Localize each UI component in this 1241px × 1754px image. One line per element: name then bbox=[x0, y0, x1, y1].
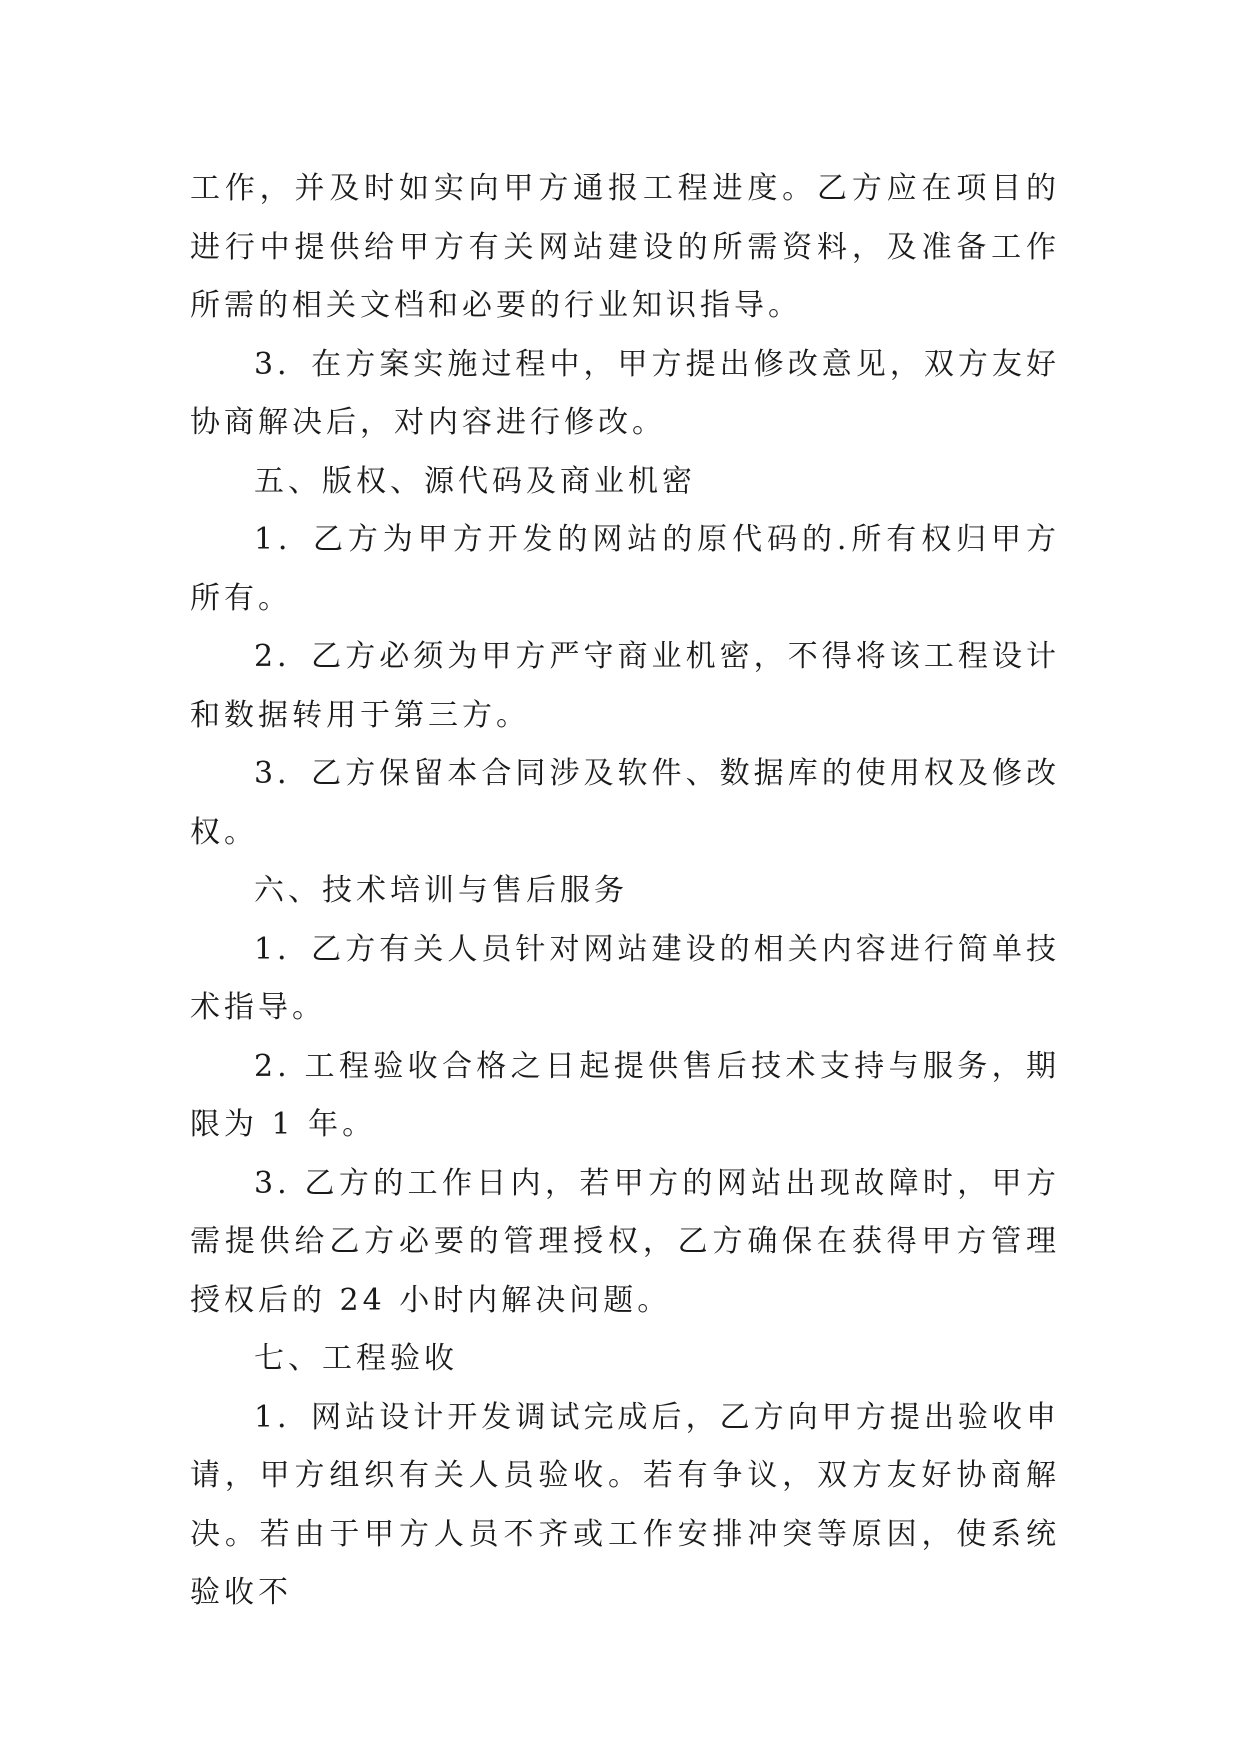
paragraph-acceptance-request: 1．网站设计开发调试完成后，乙方向甲方提出验收申请，甲方组织有关人员验收。若有争议，双方友好协商解决。若由于甲方人员不齐或工作安排冲突等原因，使系统验收不 bbox=[190, 1399, 1060, 1610]
section-heading-training: 六、技术培训与售后服务 bbox=[254, 873, 628, 908]
section-heading-copyright: 五、版权、源代码及商业机密 bbox=[254, 463, 696, 499]
section-heading-acceptance: 七、工程验收 bbox=[254, 1341, 458, 1376]
document-body bbox=[190, 160, 1060, 1623]
paragraph-after-sales: 2. 工程验收合格之日起提供售后技术支持与服务，期限为 1 年。 bbox=[190, 1048, 1060, 1142]
paragraph-modification: 3．在方案实施过程中，甲方提出修改意见，双方友好协商解决后，对内容进行修改。 bbox=[190, 346, 1060, 440]
paragraph-technical-guidance: 1．乙方有关人员针对网站建设的相关内容进行简单技术指导。 bbox=[190, 931, 1060, 1025]
paragraph-usage-rights: 3．乙方保留本合同涉及软件、数据库的使用权及修改权。 bbox=[190, 756, 1060, 850]
paragraph-progress-report: 工作，并及时如实向甲方通报工程进度。乙方应在项目的进行中提供给甲方有关网站建设的所需资料，及准备工作所需的相关文档和必要的行业知识指导。 bbox=[190, 171, 1060, 323]
paragraph-confidentiality: 2．乙方必须为甲方严守商业机密，不得将该工程设计和数据转用于第三方。 bbox=[190, 639, 1060, 733]
paragraph-source-ownership: 1．乙方为甲方开发的网站的原代码的.所有权归甲方所有。 bbox=[190, 522, 1060, 616]
paragraph-fault-handling: 3. 乙方的工作日内，若甲方的网站出现故障时，甲方需提供给乙方必要的管理授权，乙方确保在获得甲方管理授权后的 24 小时内解决问题。 bbox=[190, 1165, 1060, 1318]
